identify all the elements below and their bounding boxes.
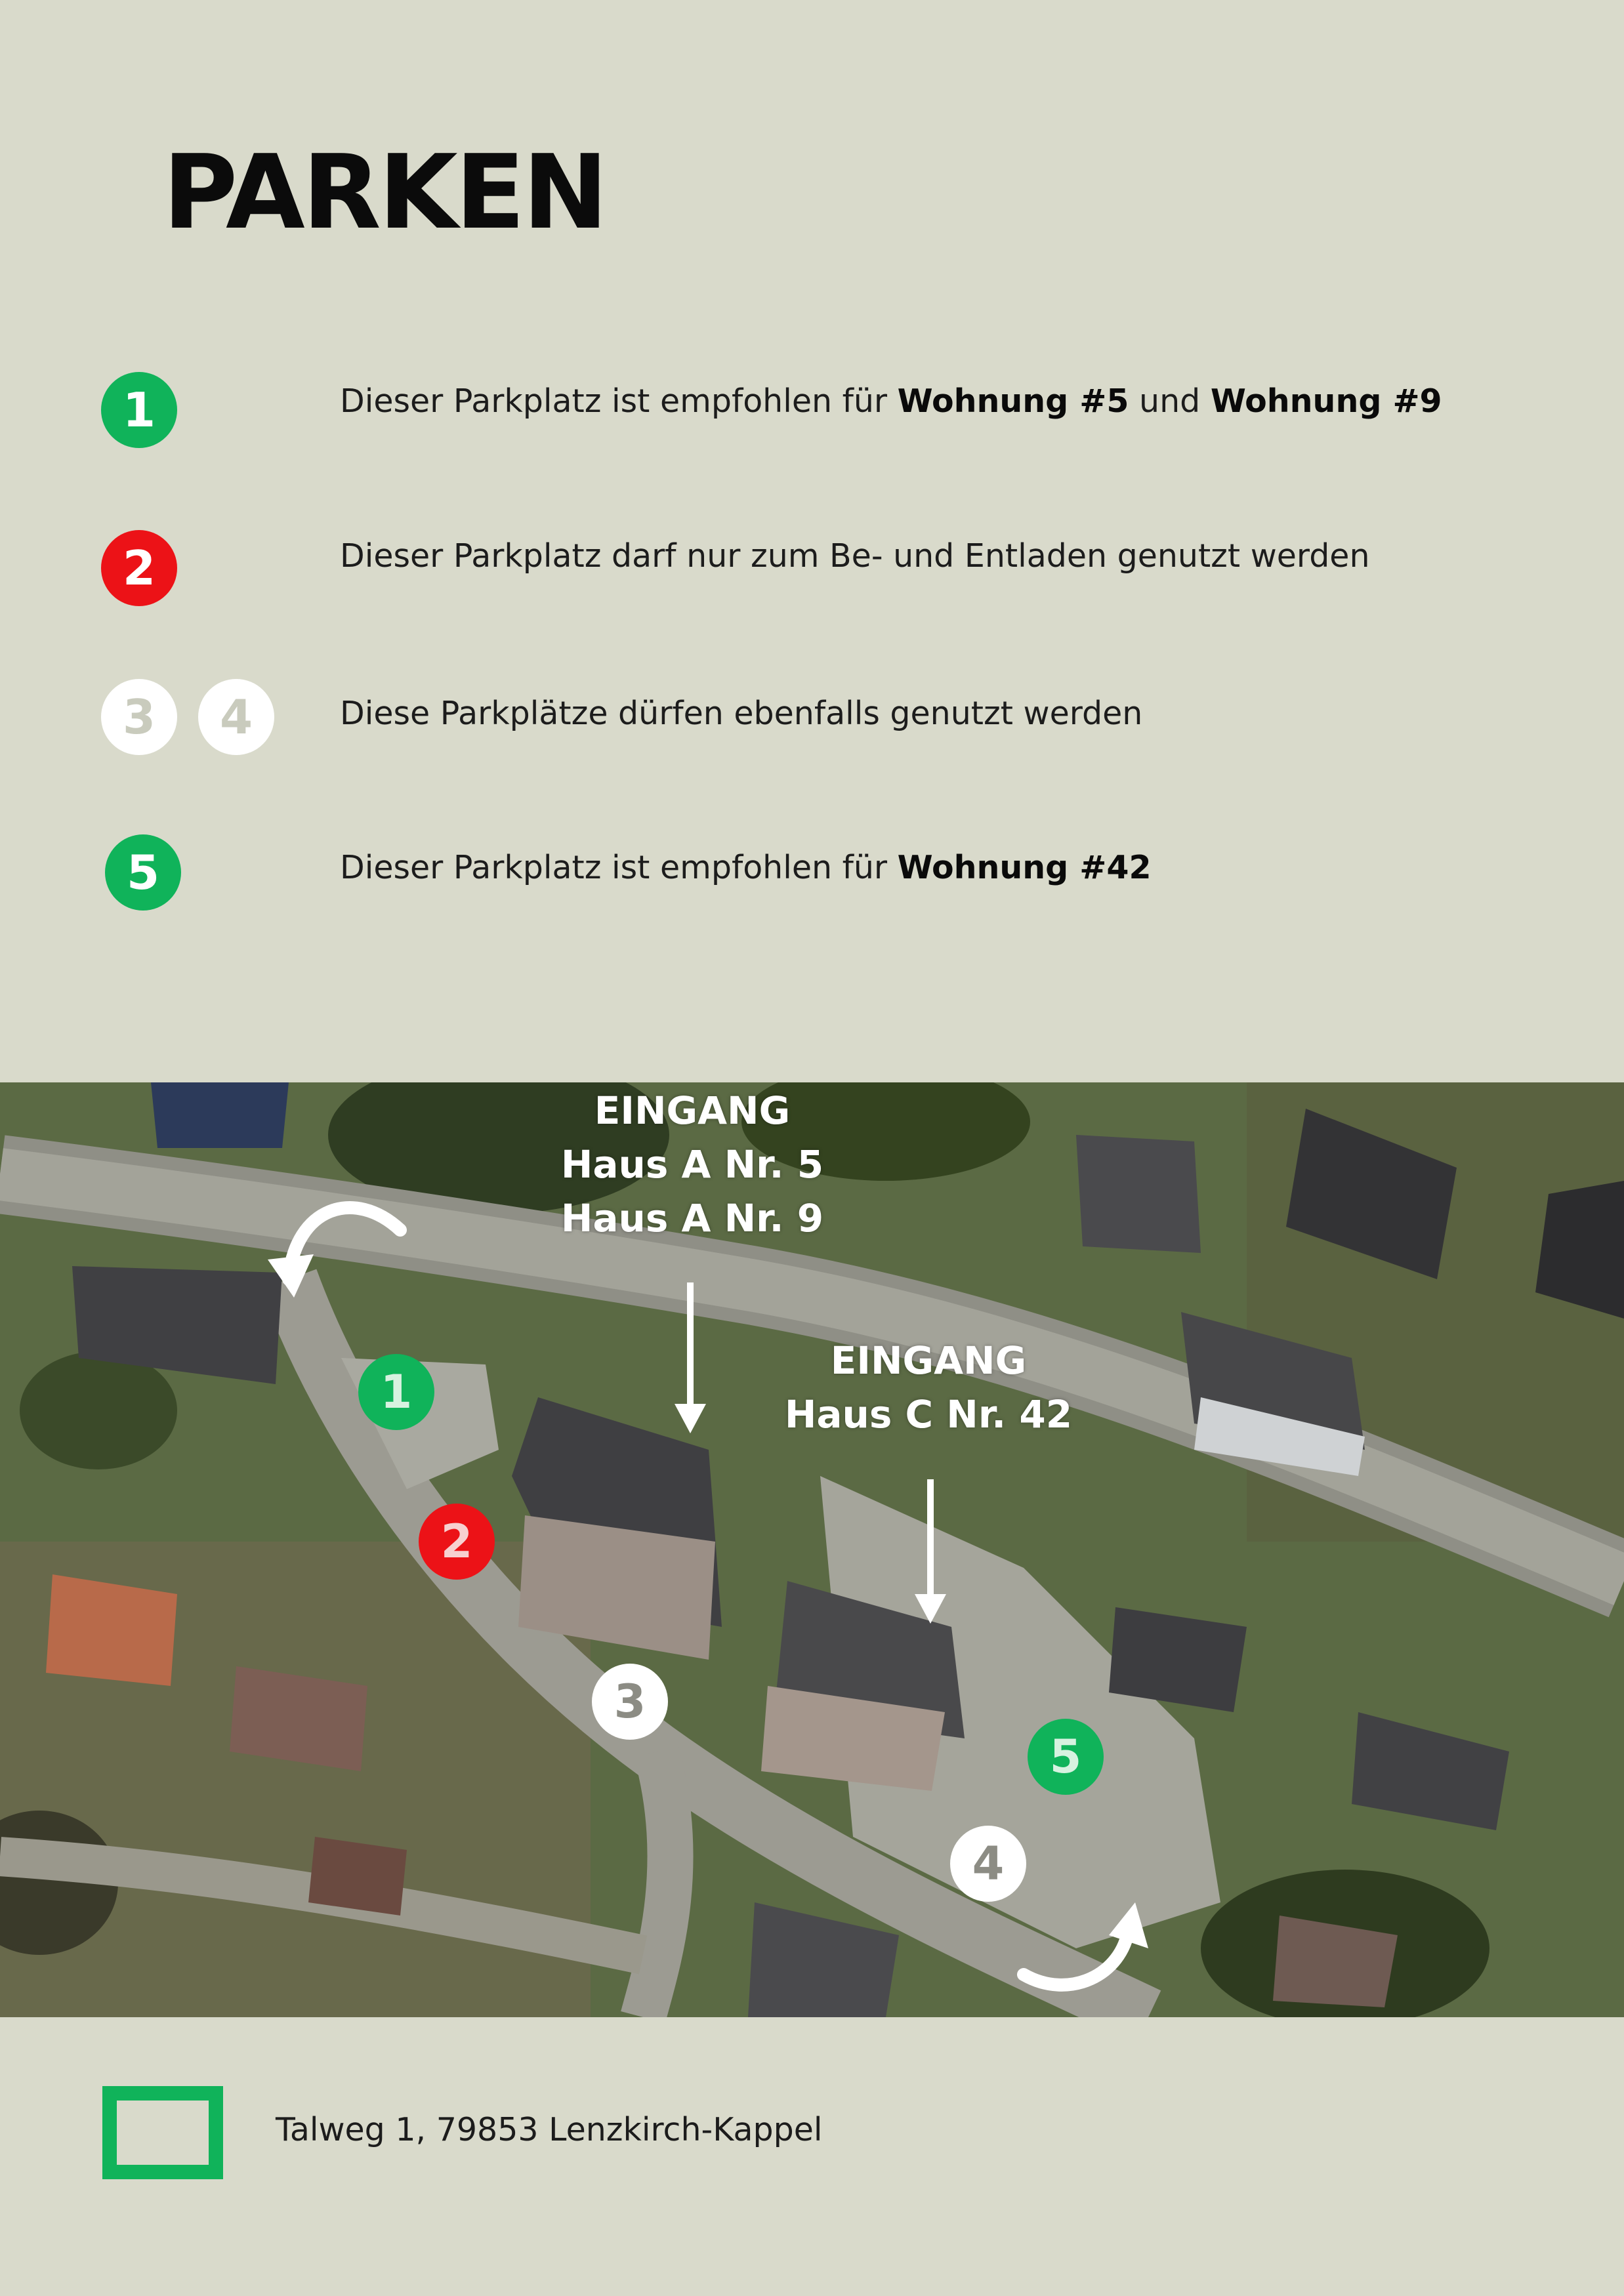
logo-square-icon — [102, 2086, 223, 2179]
legend-text-4: Dieser Parkplatz ist empfohlen für Wohnung #42 — [340, 849, 1152, 886]
page-title: PARKEN — [163, 133, 606, 252]
marker-badge-1: 1 — [101, 372, 177, 448]
map-marker-2: 2 — [419, 1504, 495, 1580]
marker-badge-3: 3 — [101, 679, 177, 755]
map-marker-1: 1 — [358, 1354, 434, 1430]
legend-text-1: Dieser Parkplatz ist empfohlen für Wohnung #5 und Wohnung #9 — [340, 382, 1442, 420]
aerial-map — [0, 1082, 1624, 2017]
entrance-a-line3: Haus A Nr. 9 — [560, 1196, 824, 1240]
entrance-c-title: EINGANG — [830, 1338, 1027, 1383]
entrance-c-line2: Haus C Nr. 42 — [784, 1392, 1073, 1437]
legend-text-2: Dieser Parkplatz darf nur zum Be- und Entladen genutzt werden — [340, 537, 1370, 575]
legend-item-3-4 — [0, 679, 1624, 764]
marker-badge-2: 2 — [101, 530, 177, 606]
entrance-label-haus-c — [755, 1334, 1102, 1441]
entrance-a-line2: Haus A Nr. 5 — [560, 1142, 824, 1187]
legend-item-5 — [0, 834, 1624, 920]
entrance-label-haus-a — [525, 1084, 860, 1245]
legend-item-1 — [0, 371, 1624, 456]
legend-item-2 — [0, 528, 1624, 613]
marker-badge-5: 5 — [105, 834, 181, 911]
map-marker-4: 4 — [950, 1826, 1026, 1902]
address-text: Talweg 1, 79853 Lenzkirch-Kappel — [276, 2111, 823, 2148]
entrance-a-title: EINGANG — [594, 1088, 791, 1133]
legend-text-3: Diese Parkplätze dürfen ebenfalls genutzt werden — [340, 695, 1143, 732]
map-marker-5: 5 — [1028, 1719, 1104, 1795]
map-marker-3: 3 — [592, 1664, 668, 1740]
marker-badge-4: 4 — [198, 679, 274, 755]
